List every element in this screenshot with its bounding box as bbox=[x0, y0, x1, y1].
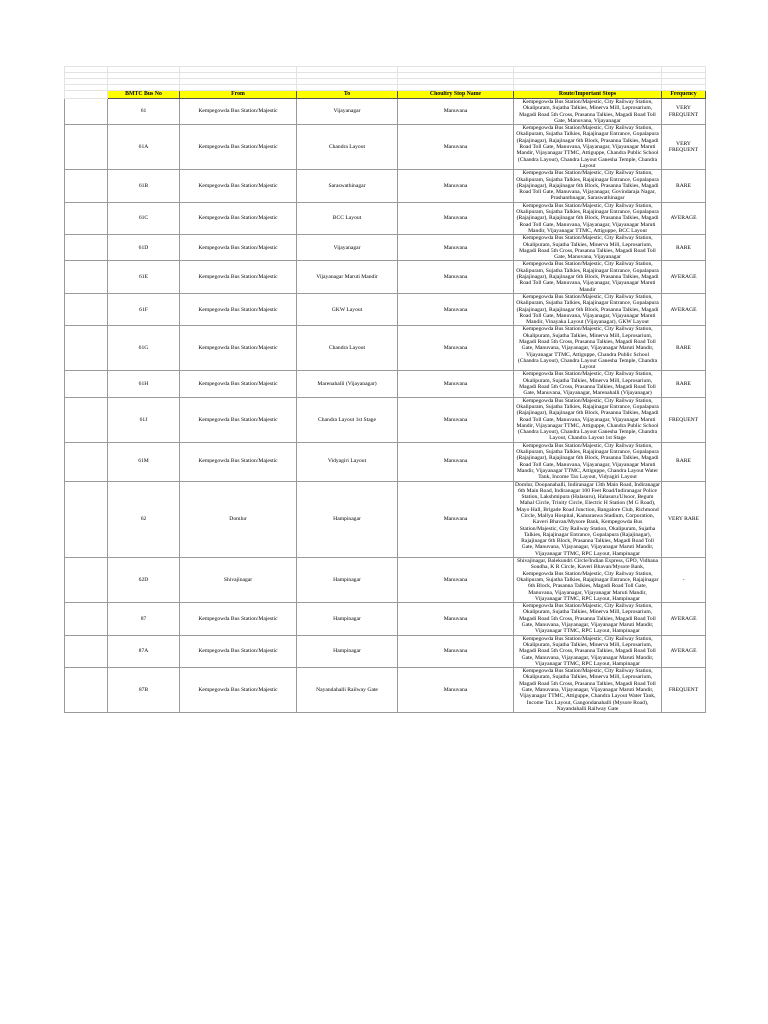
table-row bbox=[65, 293, 706, 325]
stop-name-cell[interactable]: Manuvana bbox=[398, 603, 514, 635]
gutter-cell bbox=[65, 635, 108, 667]
stop-name-cell[interactable]: Manuvana bbox=[398, 261, 514, 293]
route-cell[interactable]: Kempegowda Bus Station/Majestic, City Railway Station, Okalipuram, Sujatha Talkies, Rajajinagar Entrance, Gopalapura (Rajajinagar), Rajajinagar 6th Block, Prasanna Talkies, Magadi Road Toll Gate, Manuvana, Vijayanagar, Vijayanagar Maruti Mandir, Vijayanagar TTMC, Attiguppe, Chandra Public School (Chandra Layout), Chandra Layout Ganesha Temple, Chandra Layout, Chandra Layout 1st Stage bbox=[514, 397, 662, 442]
route-cell[interactable]: Kempegowda Bus Station/Majestic, City Railway Station, Okalipuram, Sujatha Talkies, Rajajinagar Entrance, Gopalapura (Rajajinagar), Rajajinagar 6th Block, Prasanna Talkies, Magadi Road Toll Gate, Manuvana, Vijayanagar, Vijayanagar Maruti Mandir, Vinayaka Layout (Vijayanagar), GKW Layout bbox=[514, 293, 662, 325]
frequency-cell[interactable]: VERY FREQUENT bbox=[662, 125, 706, 170]
gutter-cell bbox=[65, 293, 108, 325]
route-cell[interactable]: Kempegowda Bus Station/Majestic, City Railway Station, Okalipuram, Sujatha Talkies, Rajajinagar Entrance, Gopalapura (Rajajinagar), Rajajinagar 6th Block, Prasanna Talkies, Magadi Road Toll Gate, Manuvana, Vijayanagar, Vijayanagar Maruti Mandir, Vijayanagar TTMC, Attiguppe, Chandra Layout Water Tank, Income Tax Layout, Vidyagiri Layout bbox=[514, 442, 662, 481]
bus-no-cell[interactable]: 61H bbox=[108, 371, 180, 397]
gutter-cell bbox=[65, 125, 108, 170]
header-stop-name[interactable]: Choultry Stop Name bbox=[398, 91, 514, 99]
table-row bbox=[65, 99, 706, 125]
to-cell[interactable]: Chandra Layout bbox=[297, 326, 398, 371]
gutter-cell bbox=[65, 442, 108, 481]
gutter-cell bbox=[65, 91, 108, 99]
stop-name-cell[interactable]: Manuvana bbox=[398, 371, 514, 397]
frequency-cell[interactable]: RARE bbox=[662, 442, 706, 481]
bus-no-cell[interactable]: 61 bbox=[108, 99, 180, 125]
from-cell[interactable]: Kempegowda Bus Station/Majestic bbox=[180, 442, 297, 481]
frequency-cell[interactable]: FREQUENT bbox=[662, 397, 706, 442]
table-row bbox=[65, 235, 706, 261]
frequency-cell[interactable]: AVERAGE bbox=[662, 635, 706, 667]
to-cell[interactable]: Vijayanagar Maruti Mandir bbox=[297, 261, 398, 293]
gutter-cell bbox=[65, 481, 108, 558]
bus-no-cell[interactable]: 61J bbox=[108, 397, 180, 442]
bus-no-cell[interactable]: 87B bbox=[108, 668, 180, 713]
stop-name-cell[interactable]: Manuvana bbox=[398, 99, 514, 125]
header-from[interactable]: From bbox=[180, 91, 297, 99]
gutter-cell bbox=[65, 170, 108, 202]
from-cell[interactable]: Kempegowda Bus Station/Majestic bbox=[180, 371, 297, 397]
table-row bbox=[65, 170, 706, 202]
from-cell[interactable]: Kempegowda Bus Station/Majestic bbox=[180, 125, 297, 170]
to-cell[interactable]: Saraswathinagar bbox=[297, 170, 398, 202]
route-cell[interactable]: Kempegowda Bus Station/Majestic, City Railway Station, Okalipuram, Sujatha Talkies, Rajajinagar Entrance, Gopalapura (Rajajinagar), Rajajinagar 6th Block, Prasanna Talkies, Magadi Road Toll Gate, Manuvana, Vijayanagar, Govindaraja Nagar, Prashanthnagar, Saraswathinagar bbox=[514, 170, 662, 202]
stop-name-cell[interactable]: Manuvana bbox=[398, 397, 514, 442]
bus-no-cell[interactable]: 87A bbox=[108, 635, 180, 667]
route-cell[interactable]: Kempegowda Bus Station/Majestic, City Railway Station, Okalipuram, Sujatha Talkies, Minerva Mill, Leprosarium, Magadi Road 5th Cross, Prasanna Talkies, Magadi Road Toll Gate, Manuvana, Vijayanagar, Marenahalli (Vijayanagar) bbox=[514, 371, 662, 397]
bus-no-cell[interactable]: 62D bbox=[108, 558, 180, 603]
gutter-cell bbox=[65, 603, 108, 635]
from-cell[interactable]: Kempegowda Bus Station/Majestic bbox=[180, 170, 297, 202]
gutter-cell bbox=[65, 397, 108, 442]
frequency-cell[interactable]: AVERAGE bbox=[662, 202, 706, 234]
from-cell[interactable]: Kempegowda Bus Station/Majestic bbox=[180, 397, 297, 442]
table-row bbox=[65, 125, 706, 170]
from-cell[interactable]: Kempegowda Bus Station/Majestic bbox=[180, 668, 297, 713]
from-cell[interactable]: Kempegowda Bus Station/Majestic bbox=[180, 261, 297, 293]
from-cell[interactable]: Kempegowda Bus Station/Majestic bbox=[180, 603, 297, 635]
from-cell[interactable]: Kempegowda Bus Station/Majestic bbox=[180, 202, 297, 234]
table-row bbox=[65, 558, 706, 603]
frequency-cell[interactable]: RARE bbox=[662, 170, 706, 202]
to-cell[interactable]: Hampinagar bbox=[297, 635, 398, 667]
header-row bbox=[65, 91, 706, 99]
bus-no-cell[interactable]: 62 bbox=[108, 481, 180, 558]
stop-name-cell[interactable]: Manuvana bbox=[398, 558, 514, 603]
to-cell[interactable]: Marenahalli (Vijayanagar) bbox=[297, 371, 398, 397]
bus-no-cell[interactable]: 61M bbox=[108, 442, 180, 481]
stop-name-cell[interactable]: Manuvana bbox=[398, 442, 514, 481]
frequency-cell[interactable]: RARE bbox=[662, 235, 706, 261]
frequency-cell[interactable]: AVERAGE bbox=[662, 293, 706, 325]
frequency-cell[interactable]: VERY RARE bbox=[662, 481, 706, 558]
stop-name-cell[interactable]: Manuvana bbox=[398, 481, 514, 558]
table-row bbox=[65, 442, 706, 481]
to-cell[interactable]: Hampinagar bbox=[297, 603, 398, 635]
to-cell[interactable]: Vijayanagar bbox=[297, 235, 398, 261]
frequency-cell[interactable]: FREQUENT bbox=[662, 668, 706, 713]
gutter-cell bbox=[65, 371, 108, 397]
bus-no-cell[interactable]: 61A bbox=[108, 125, 180, 170]
route-cell[interactable]: Kempegowda Bus Station/Majestic, City Railway Station, Okalipuram, Sujatha Talkies, Minerva Mill, Leprosarium, Magadi Road 5th Cross, Prasanna Talkies, Magadi Road Toll Gate, Manuvana, Vijayanagar bbox=[514, 235, 662, 261]
table-row bbox=[65, 635, 706, 667]
frequency-cell[interactable]: AVERAGE bbox=[662, 261, 706, 293]
gutter-cell bbox=[65, 326, 108, 371]
from-cell[interactable]: Kempegowda Bus Station/Majestic bbox=[180, 326, 297, 371]
bus-no-cell[interactable]: 61G bbox=[108, 326, 180, 371]
from-cell[interactable]: Kempegowda Bus Station/Majestic bbox=[180, 293, 297, 325]
from-cell[interactable]: Kempegowda Bus Station/Majestic bbox=[180, 99, 297, 125]
to-cell[interactable]: GKW Layout bbox=[297, 293, 398, 325]
to-cell[interactable]: Vijayanagar bbox=[297, 99, 398, 125]
bus-no-cell[interactable]: 87 bbox=[108, 603, 180, 635]
table-row bbox=[65, 397, 706, 442]
header-to[interactable]: To bbox=[297, 91, 398, 99]
gutter-cell bbox=[65, 235, 108, 261]
frequency-cell[interactable]: RARE bbox=[662, 326, 706, 371]
to-cell[interactable]: Nayandahalli Railway Gate bbox=[297, 668, 398, 713]
from-cell[interactable]: Shivajinagar bbox=[180, 558, 297, 603]
route-cell[interactable]: Domlur, Doopanahalli, Indiranagar 13th Main Road, Indiranagar 6th Main Road, Indiranagar 100 Feet Road/Indiranagar Police Station, Lakshmipura (Halasuru), Halasuru/Ulsoor, Begum Mahal Circle, Trinity Circle, Electric H Station (M G Road), Mayo Hall, Brigade Road Junction, Bangalore Club, Richmond Circle, Mallya Hospital, Kamaraswa Stadium, Corporation, Kaveri Bhavan/Mysore Bank, Kempegowda Bus Station/Majestic, City Railway Station, Okalipuram, Sujatha Talkies, Rajajinagar Entrance, Gopalapura (Rajajinagar), Rajajinagar 6th Block, Prasanna Talkies, Magadi Road Toll Gate, Manuvana, Vijayanagar, Vijayanagar Maruti Mandir, Vijayanagar TTMC, RPC Layout, Hampinagar bbox=[515, 481, 661, 557]
stop-name-cell[interactable]: Manuvana bbox=[398, 293, 514, 325]
route-cell[interactable]: Kempegowda Bus Station/Majestic, City Railway Station, Okalipuram, Sujatha Talkies, Minerva Mill, Leprosarium, Magadi Road 5th Cross, Prasanna Talkies, Magadi Road Toll Gate, Manuvana, Vijayanagar, Vijayanagar Maruti Mandir, Vijayanagar TTMC, Attiguppe, Chandra Public School (Chandra Layout), Chandra Layout Ganesha Temple, Chandra Layout bbox=[514, 326, 662, 371]
bus-no-cell[interactable]: 61B bbox=[108, 170, 180, 202]
stop-name-cell[interactable]: Manuvana bbox=[398, 635, 514, 667]
frequency-cell[interactable]: RARE bbox=[662, 371, 706, 397]
from-cell[interactable]: Kempegowda Bus Station/Majestic bbox=[180, 635, 297, 667]
route-cell[interactable]: Shivajinagar, Balekundri Circle/Indian Express, GPO, Vidhana Soudha, K R Circle, Kaveri Bhavan/Mysore Bank, Kempegowda Bus Station/Majestic, City Railway Station, Okalipuram, Sujatha Talkies, Rajajinagar Entrance, Rajajinagar 6th Block, Prasanna Talkies, Magadi Road Toll Gate, Manuvana, Vijayanagar, Vijayanagar Maruti Mandir, Vijayanagar TTMC, RPC Layout, Hampinagar bbox=[514, 558, 662, 603]
route-cell[interactable]: Kempegowda Bus Station/Majestic, City Railway Station, Okalipuram, Sujatha Talkies, Minerva Mill, Leprosarium, Magadi Road 5th Cross, Prasanna Talkies, Magadi Road Toll Gate, Manuvana, Vijayanagar, Vijayanagar Maruti Mandir, Vijayanagar TTMC, RPC Layout, Hampinagar bbox=[514, 603, 662, 635]
to-cell[interactable]: Chandra Layout bbox=[297, 125, 398, 170]
stop-name-cell[interactable]: Manuvana bbox=[398, 235, 514, 261]
route-cell[interactable]: Kempegowda Bus Station/Majestic, City Railway Station, Okalipuram, Sujatha Talkies, Minerva Mill, Leprosarium, Magadi Road 5th Cross, Prasanna Talkies, Magadi Road Toll Gate, Manuvana, Vijayanagar bbox=[514, 99, 662, 125]
gutter-cell bbox=[65, 99, 108, 125]
bus-no-cell[interactable]: 61D bbox=[108, 235, 180, 261]
stop-name-cell[interactable]: Manuvana bbox=[398, 202, 514, 234]
route-cell[interactable]: Kempegowda Bus Station/Majestic, City Railway Station, Okalipuram, Sujatha Talkies, Rajajinagar Entrance, Gopalapura (Rajajinagar), Rajajinagar 6th Block, Prasanna Talkies, Magadi Road Toll Gate, Manuvana, Vijayanagar, Vijayanagar Maruti Mandir, Vijayanagar TTMC, Attiguppe, BCC Layout bbox=[514, 202, 662, 234]
from-cell[interactable]: Domlur bbox=[180, 481, 297, 558]
header-route[interactable]: Route/Important Stops bbox=[514, 91, 662, 99]
stop-name-cell[interactable]: Manuvana bbox=[398, 326, 514, 371]
stop-name-cell[interactable]: Manuvana bbox=[398, 668, 514, 713]
frequency-cell[interactable]: VERY FREQUENT bbox=[662, 99, 706, 125]
frequency-cell[interactable]: - bbox=[662, 558, 706, 603]
to-cell[interactable]: Hampinagar bbox=[297, 481, 398, 558]
from-cell[interactable]: Kempegowda Bus Station/Majestic bbox=[180, 235, 297, 261]
table-row bbox=[65, 326, 706, 371]
route-cell[interactable]: Kempegowda Bus Station/Majestic, City Railway Station, Okalipuram, Sujatha Talkies, Rajajinagar Entrance, Gopalapura (Rajajinagar), Rajajinagar 6th Block, Prasanna Talkies, Magadi Road Toll Gate, Manuvana, Vijayanagar, Vijayanagar Maruti Mandir bbox=[514, 261, 662, 293]
table-row bbox=[65, 261, 706, 293]
gutter-cell bbox=[65, 668, 108, 713]
bus-no-cell[interactable]: 61E bbox=[108, 261, 180, 293]
bus-no-cell[interactable]: 61C bbox=[108, 202, 180, 234]
table-row bbox=[65, 202, 706, 234]
route-cell[interactable]: Kempegowda Bus Station/Majestic, City Railway Station, Okalipuram, Sujatha Talkies, Minerva Mill, Leprosarium, Magadi Road 5th Cross, Prasanna Talkies, Magadi Road Toll Gate, Manuvana, Vijayanagar, Vijayanagar Maruti Mandir, Vijayanagar TTMC, Attiguppe, Chandra Layout Water Tank, Income Tax Layout, Gangondanahalli (Mysore Road), Nayandahalli Railway Gate bbox=[514, 668, 662, 713]
frequency-cell[interactable]: AVERAGE bbox=[662, 603, 706, 635]
table-row bbox=[65, 603, 706, 635]
to-cell[interactable]: Chandra Layout 1st Stage bbox=[297, 397, 398, 442]
table-row bbox=[65, 371, 706, 397]
gutter-cell bbox=[65, 202, 108, 234]
to-cell[interactable]: Vidyagiri Layout bbox=[297, 442, 398, 481]
gutter-cell bbox=[65, 558, 108, 603]
table-row bbox=[65, 481, 706, 558]
route-cell[interactable]: Kempegowda Bus Station/Majestic, City Railway Station, Okalipuram, Sujatha Talkies, Rajajinagar Entrance, Gopalapura (Rajajinagar), Rajajinagar 6th Block, Prasanna Talkies, Magadi Road Toll Gate, Manuvana, Vijayanagar, Vijayanagar Maruti Mandir, Vijayanagar TTMC, Attiguppe, Chandra Public School (Chandra Layout), Chandra Layout Ganesha Temple, Chandra Layout bbox=[514, 125, 662, 170]
to-cell[interactable]: Hampinagar bbox=[297, 558, 398, 603]
to-cell[interactable]: BCC Layout bbox=[297, 202, 398, 234]
table-row bbox=[65, 668, 706, 713]
bus-route-table bbox=[64, 66, 706, 713]
bus-no-cell[interactable]: 61F bbox=[108, 293, 180, 325]
stop-name-cell[interactable]: Manuvana bbox=[398, 125, 514, 170]
header-bus-no[interactable]: BMTC Bus No bbox=[108, 91, 180, 99]
header-frequency[interactable]: Frequency bbox=[662, 91, 706, 99]
stop-name-cell[interactable]: Manuvana bbox=[398, 170, 514, 202]
gutter-cell bbox=[65, 261, 108, 293]
route-cell[interactable]: Kempegowda Bus Station/Majestic, City Railway Station, Okalipuram, Sujatha Talkies, Minerva Mill, Leprosarium, Magadi Road 5th Cross, Prasanna Talkies, Magadi Road Toll Gate, Manuvana, Vijayanagar, Vijayanagar Maruti Mandir, Vijayanagar TTMC, RPC Layout, Hampinagar bbox=[514, 635, 662, 667]
